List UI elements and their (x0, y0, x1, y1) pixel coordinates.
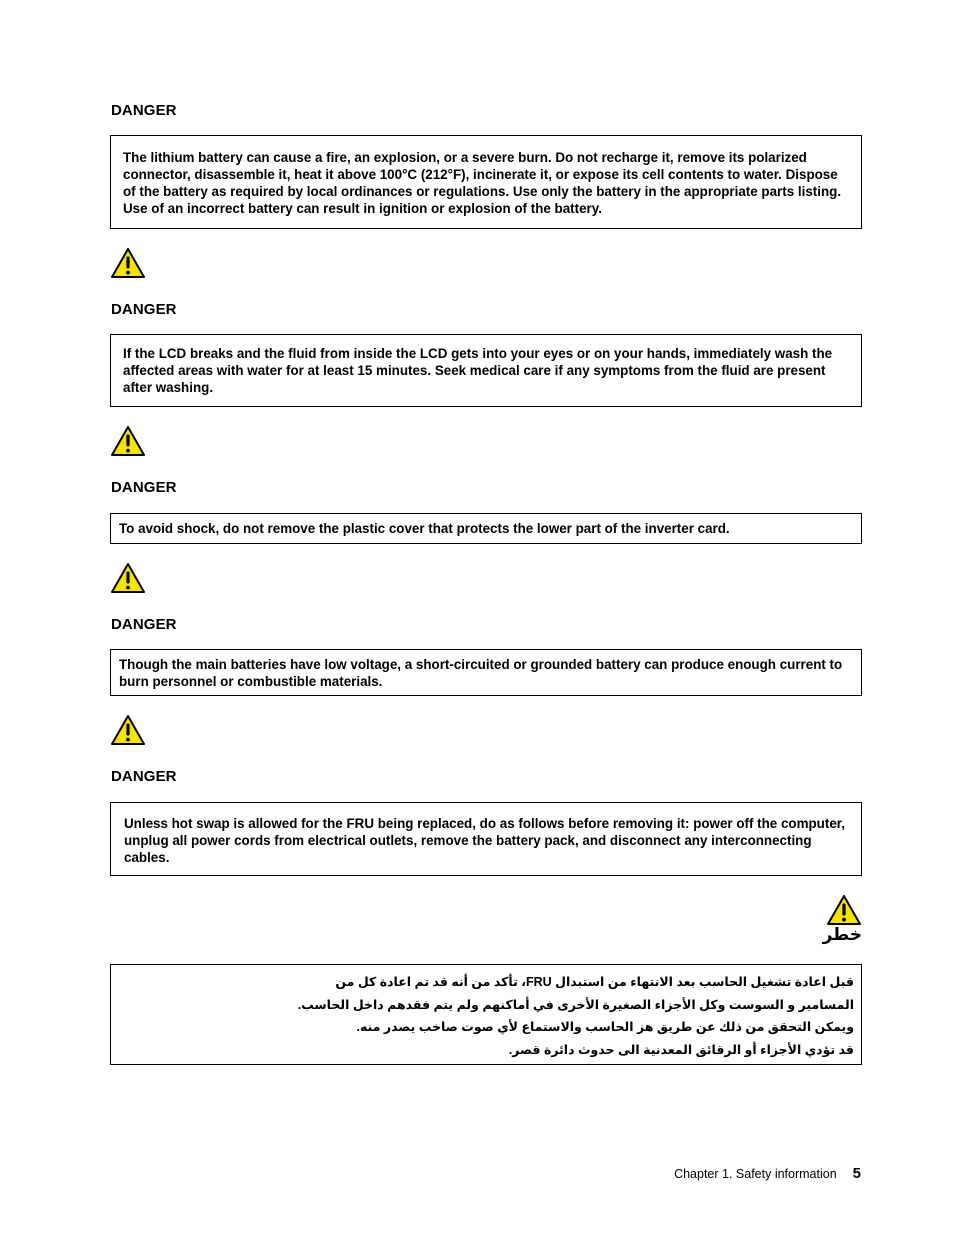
danger-heading-2: DANGER (111, 301, 177, 318)
danger-box-2 (110, 334, 862, 407)
danger-heading-1: DANGER (111, 102, 177, 119)
page-number: 5 (852, 1165, 861, 1182)
danger-text-4: Though the main batteries have low voltage, a short-circuited or grounded battery can produce enough current to burn personnel or combustible materials. (119, 657, 843, 689)
danger-box-3 (110, 513, 862, 544)
danger-text-3: To avoid shock, do not remove the plastic cover that protects the lower part of the inverter card. (119, 521, 730, 536)
warning-triangle-icon (110, 247, 146, 279)
arabic-danger-heading: خطر (822, 925, 862, 944)
warning-triangle-icon (826, 894, 862, 926)
arabic-line-4: قد تؤدي الأجزاء أو الرقائق المعدنية الى حدوث دائرة قصر. (508, 1042, 854, 1057)
warning-triangle-icon (110, 562, 146, 594)
warning-triangle-icon (110, 714, 146, 746)
danger-heading-3: DANGER (111, 479, 177, 496)
danger-text-1: The lithium battery can cause a fire, an explosion, or a severe burn. Do not recharge it, remove its polarized connector, disassemble it, heat it above 100°C (212°F), incinerate it, or expose its cell contents to water. Dispose of the battery as required by local ordinances or regulations. Use only the battery in the appropriate parts listing. Use of an incorrect battery can result in ignition or explosion of the battery. (123, 150, 842, 216)
page-footer (674, 1165, 861, 1182)
danger-text-2: If the LCD breaks and the fluid from inside the LCD gets into your eyes or on your hands, immediately wash the affected areas with water for at least 15 minutes. Seek medical care if any symptoms from the fluid are present after washing. (123, 346, 833, 395)
danger-heading-4: DANGER (111, 616, 177, 633)
danger-text-5: Unless hot swap is allowed for the FRU being replaced, do as follows before removing it: power off the computer, unplug all power cords from electrical outlets, remove the battery pack, and disconnect any interconnecting cables. (124, 816, 845, 865)
arabic-line-1: قبل اعادة تشغيل الحاسب بعد الانتهاء من استبدال FRU، تأكد من أنه قد تم اعادة كل من (335, 975, 854, 989)
danger-box-5 (110, 802, 862, 876)
warning-triangle-icon (110, 425, 146, 457)
arabic-danger-box (110, 964, 862, 1065)
danger-box-4 (110, 649, 862, 696)
chapter-label: Chapter 1. Safety information (674, 1167, 837, 1181)
danger-box-1 (110, 135, 862, 229)
arabic-line-3: ويمكن التحقق من ذلك عن طريق هز الحاسب والاستماع لأي صوت صاخب يصدر منه. (356, 1020, 854, 1034)
danger-heading-5: DANGER (111, 768, 177, 785)
arabic-line-2: المسامير و السوست وكل الأجزاء الصغيرة الأخرى في أماكنهم ولم يتم فقدهم داخل الحاسب. (297, 997, 854, 1012)
